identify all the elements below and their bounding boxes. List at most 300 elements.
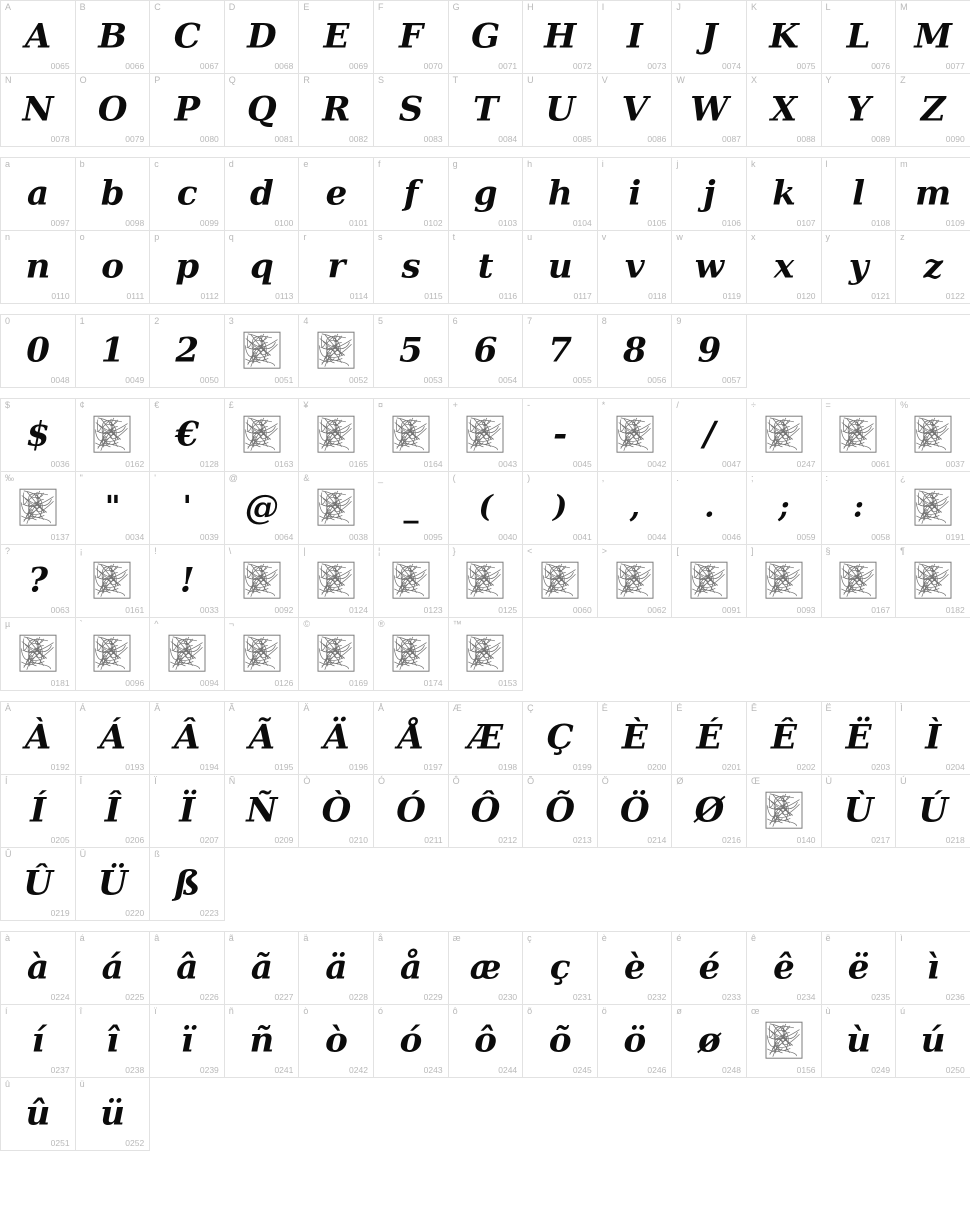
glyph-cell[interactable] xyxy=(523,472,598,545)
glyph-cell[interactable] xyxy=(76,315,151,388)
glyph-cell-empty xyxy=(747,315,822,388)
glyph-cell[interactable] xyxy=(299,1,374,74)
glyph-code-label: 0071 xyxy=(498,60,518,71)
glyph-cell[interactable] xyxy=(374,399,449,472)
glyph-cell[interactable] xyxy=(150,618,225,691)
block-separator xyxy=(0,304,970,314)
glyph-cell[interactable] xyxy=(523,545,598,618)
glyph-preview: / xyxy=(703,414,716,455)
glyph-cell[interactable] xyxy=(150,472,225,545)
glyph-cell[interactable] xyxy=(299,775,374,848)
glyph-cell[interactable] xyxy=(374,158,449,231)
glyph-preview: ö xyxy=(623,1020,646,1061)
glyph-cell[interactable] xyxy=(896,775,970,848)
glyph-cell[interactable] xyxy=(672,158,747,231)
glyph-char-label: õ xyxy=(527,1006,533,1016)
glyph-cell[interactable] xyxy=(225,74,300,147)
glyph-code-label: 0087 xyxy=(722,133,741,144)
glyph-cell[interactable] xyxy=(225,545,300,618)
glyph-cell[interactable] xyxy=(523,399,598,472)
glyph-char-label: 6 xyxy=(452,316,458,326)
glyph-code-label: 0194 xyxy=(199,761,219,772)
glyph-cell-empty xyxy=(747,848,822,921)
glyph-cell[interactable] xyxy=(225,702,300,775)
glyph-cell[interactable] xyxy=(76,775,151,848)
glyph-char-label: S xyxy=(377,75,384,85)
glyph-cell[interactable] xyxy=(299,1005,374,1078)
glyph-cell[interactable] xyxy=(822,545,897,618)
glyph-char-label: p xyxy=(154,232,160,242)
glyph-cell[interactable] xyxy=(598,932,673,1005)
scribble-notdef-icon xyxy=(316,560,356,600)
glyph-char-label: D xyxy=(228,2,236,12)
glyph-cell[interactable] xyxy=(225,315,300,388)
glyph-cell[interactable] xyxy=(747,74,822,147)
glyph-code-label: 0246 xyxy=(647,1064,667,1075)
glyph-cell[interactable] xyxy=(299,932,374,1005)
glyph-cell[interactable] xyxy=(1,158,76,231)
glyph-preview: 2 xyxy=(175,330,199,371)
glyph-code-label: 0034 xyxy=(125,531,145,542)
glyph-code-label: 0040 xyxy=(498,531,518,542)
glyph-cell[interactable] xyxy=(672,231,747,304)
glyph-code-label: 0225 xyxy=(125,991,145,1002)
glyph-cell[interactable] xyxy=(76,399,151,472)
glyph-preview: € xyxy=(175,414,199,455)
glyph-code-label: 0128 xyxy=(199,458,219,469)
scribble-notdef-icon xyxy=(242,414,282,454)
glyph-char-label: Ã xyxy=(228,703,235,713)
glyph-cell[interactable] xyxy=(225,618,300,691)
glyph-cell[interactable] xyxy=(896,702,970,775)
glyph-cell[interactable] xyxy=(374,74,449,147)
glyph-cell[interactable] xyxy=(523,1005,598,1078)
glyph-cell[interactable] xyxy=(523,775,598,848)
glyph-char-label: R xyxy=(303,75,310,85)
glyph-cell[interactable] xyxy=(76,74,151,147)
glyph-cell[interactable] xyxy=(225,399,300,472)
glyph-cell[interactable] xyxy=(672,74,747,147)
glyph-preview: M xyxy=(914,16,952,57)
glyph-cell[interactable] xyxy=(76,932,151,1005)
glyph-char-label: f xyxy=(377,159,381,169)
glyph-cell[interactable] xyxy=(76,1078,151,1151)
glyph-cell[interactable] xyxy=(1,545,76,618)
glyph-cell[interactable] xyxy=(747,1005,822,1078)
glyph-cell[interactable] xyxy=(896,1,970,74)
glyph-cell[interactable] xyxy=(747,1,822,74)
glyph-cell[interactable] xyxy=(822,1,897,74)
glyph-cell[interactable] xyxy=(1,1078,76,1151)
glyph-char-label: é xyxy=(676,933,682,943)
glyph-char-label: & xyxy=(303,473,310,483)
block-separator xyxy=(0,147,970,157)
glyph-cell[interactable] xyxy=(225,158,300,231)
glyph-code-label: 0206 xyxy=(125,834,145,845)
glyph-char-label: € xyxy=(154,400,160,410)
glyph-preview: N xyxy=(22,89,54,130)
glyph-cell[interactable] xyxy=(374,1,449,74)
glyph-cell[interactable] xyxy=(598,545,673,618)
glyph-cell[interactable] xyxy=(225,472,300,545)
glyph-code-label: 0048 xyxy=(50,374,70,385)
glyph-preview: o xyxy=(101,246,124,287)
glyph-code-label: 0100 xyxy=(274,217,294,228)
glyph-cell[interactable] xyxy=(598,1005,673,1078)
glyph-cell[interactable] xyxy=(822,158,897,231)
glyph-cell[interactable] xyxy=(523,231,598,304)
glyph-preview: Ê xyxy=(771,717,797,758)
glyph-cell[interactable] xyxy=(150,1,225,74)
glyph-cell[interactable] xyxy=(822,74,897,147)
glyph-cell[interactable] xyxy=(1,848,76,921)
glyph-cell[interactable] xyxy=(896,1005,970,1078)
glyph-cell[interactable] xyxy=(299,231,374,304)
glyph-cell[interactable] xyxy=(896,158,970,231)
glyph-cell[interactable] xyxy=(299,472,374,545)
glyph-cell[interactable] xyxy=(1,702,76,775)
glyph-cell[interactable] xyxy=(822,231,897,304)
glyph-code-label: 0200 xyxy=(647,761,667,772)
glyph-preview: Ò xyxy=(321,790,351,831)
glyph-cell[interactable] xyxy=(150,1005,225,1078)
glyph-char-label: ó xyxy=(377,1006,383,1016)
scribble-notdef-icon xyxy=(391,414,431,454)
scribble-notdef-icon xyxy=(242,560,282,600)
glyph-cell[interactable] xyxy=(76,545,151,618)
glyph-preview: V xyxy=(621,89,648,130)
glyph-cell[interactable] xyxy=(449,231,524,304)
glyph-cell[interactable] xyxy=(374,472,449,545)
glyph-preview: E xyxy=(323,16,349,57)
glyph-code-label: 0230 xyxy=(498,991,518,1002)
glyph-cell[interactable] xyxy=(747,158,822,231)
glyph-code-label: 0104 xyxy=(572,217,592,228)
glyph-char-label: ÷ xyxy=(750,400,756,410)
glyph-cell[interactable] xyxy=(150,315,225,388)
scribble-notdef-icon xyxy=(764,790,804,830)
glyph-cell[interactable] xyxy=(1,74,76,147)
glyph-code-label: 0095 xyxy=(423,531,443,542)
glyph-cell[interactable] xyxy=(672,315,747,388)
glyph-cell[interactable] xyxy=(1,775,76,848)
glyph-cell[interactable] xyxy=(225,775,300,848)
glyph-char-label: à xyxy=(5,933,11,943)
glyph-code-label: 0037 xyxy=(945,458,965,469)
glyph-block-lowercase-latin xyxy=(0,157,970,304)
glyph-preview: 0 xyxy=(26,330,50,371)
glyph-cell[interactable] xyxy=(374,315,449,388)
glyph-cell[interactable] xyxy=(896,231,970,304)
glyph-cell[interactable] xyxy=(449,74,524,147)
glyph-preview: " xyxy=(104,489,120,525)
glyph-cell[interactable] xyxy=(374,932,449,1005)
glyph-cell[interactable] xyxy=(150,399,225,472)
glyph-preview: l xyxy=(852,173,865,214)
glyph-cell[interactable] xyxy=(523,315,598,388)
glyph-cell[interactable] xyxy=(449,775,524,848)
glyph-cell-empty xyxy=(598,1078,673,1151)
glyph-cell[interactable] xyxy=(150,231,225,304)
glyph-cell[interactable] xyxy=(598,315,673,388)
glyph-code-label: 0078 xyxy=(50,133,70,144)
glyph-cell-empty xyxy=(225,848,300,921)
glyph-code-label: 0054 xyxy=(498,374,518,385)
glyph-code-label: 0228 xyxy=(349,991,368,1002)
glyph-code-label: 0050 xyxy=(199,374,219,385)
glyph-cell[interactable] xyxy=(299,158,374,231)
glyph-preview: È xyxy=(621,717,648,758)
glyph-char-label: ; xyxy=(750,473,754,483)
glyph-cell[interactable] xyxy=(598,231,673,304)
glyph-cell[interactable] xyxy=(150,158,225,231)
glyph-cell[interactable] xyxy=(299,618,374,691)
glyph-code-label: 0102 xyxy=(423,217,443,228)
glyph-code-label: 0242 xyxy=(349,1064,368,1075)
glyph-code-label: 0213 xyxy=(572,834,592,845)
glyph-cell[interactable] xyxy=(374,702,449,775)
glyph-cell[interactable] xyxy=(747,399,822,472)
glyph-cell[interactable] xyxy=(449,545,524,618)
glyph-preview: ó xyxy=(399,1020,422,1061)
glyph-cell[interactable] xyxy=(1,618,76,691)
glyph-cell[interactable] xyxy=(1,231,76,304)
glyph-cell[interactable] xyxy=(299,315,374,388)
glyph-cell[interactable] xyxy=(598,775,673,848)
glyph-preview: î xyxy=(106,1020,119,1061)
glyph-block-punctuation-symbols xyxy=(0,398,970,691)
glyph-cell[interactable] xyxy=(523,74,598,147)
glyph-cell[interactable] xyxy=(1,932,76,1005)
glyph-code-label: 0245 xyxy=(572,1064,592,1075)
glyph-cell[interactable] xyxy=(747,231,822,304)
glyph-block-lowercase-accented xyxy=(0,931,970,1151)
glyph-cell[interactable] xyxy=(225,932,300,1005)
glyph-cell[interactable] xyxy=(822,399,897,472)
glyph-cell[interactable] xyxy=(150,702,225,775)
glyph-cell[interactable] xyxy=(150,74,225,147)
glyph-cell[interactable] xyxy=(374,1005,449,1078)
glyph-preview: à xyxy=(27,947,49,988)
glyph-preview: m xyxy=(915,173,951,214)
glyph-cell[interactable] xyxy=(76,231,151,304)
glyph-char-label: Z xyxy=(900,75,906,85)
glyph-cell[interactable] xyxy=(598,74,673,147)
glyph-preview: ä xyxy=(325,947,347,988)
glyph-cell[interactable] xyxy=(374,618,449,691)
glyph-cell[interactable] xyxy=(598,399,673,472)
glyph-cell[interactable] xyxy=(374,545,449,618)
glyph-block-uppercase-accented xyxy=(0,701,970,921)
glyph-cell[interactable] xyxy=(822,775,897,848)
glyph-cell-empty xyxy=(523,848,598,921)
glyph-cell[interactable] xyxy=(523,1,598,74)
scribble-notdef-icon xyxy=(391,633,431,673)
glyph-preview: L xyxy=(846,16,871,57)
glyph-char-label: B xyxy=(79,2,86,12)
glyph-char-label: Ñ xyxy=(228,776,236,786)
glyph-cell[interactable] xyxy=(76,702,151,775)
glyph-cell[interactable] xyxy=(672,472,747,545)
glyph-preview: . xyxy=(704,489,715,525)
glyph-preview: $ xyxy=(26,414,50,455)
glyph-code-label: 0045 xyxy=(572,458,592,469)
glyph-cell[interactable] xyxy=(598,472,673,545)
glyph-cell[interactable] xyxy=(822,932,897,1005)
glyph-cell[interactable] xyxy=(76,618,151,691)
glyph-cell[interactable] xyxy=(299,702,374,775)
glyph-char-label: t xyxy=(452,232,456,242)
glyph-cell-empty xyxy=(374,1078,449,1151)
glyph-cell[interactable] xyxy=(449,702,524,775)
glyph-cell[interactable] xyxy=(523,702,598,775)
glyph-char-label: V xyxy=(601,75,608,85)
glyph-code-label: 0043 xyxy=(498,458,518,469)
glyph-cell[interactable] xyxy=(1,399,76,472)
glyph-cell[interactable] xyxy=(747,702,822,775)
glyph-cell[interactable] xyxy=(150,775,225,848)
glyph-char-label: A xyxy=(5,2,12,12)
glyph-cell[interactable] xyxy=(449,1,524,74)
glyph-cell[interactable] xyxy=(374,775,449,848)
glyph-char-label: 4 xyxy=(303,316,309,326)
glyph-cell[interactable] xyxy=(896,545,970,618)
glyph-code-label: 0107 xyxy=(796,217,816,228)
glyph-char-label: Ú xyxy=(900,776,907,786)
glyph-char-label: Æ xyxy=(452,703,462,713)
glyph-cell[interactable] xyxy=(449,399,524,472)
glyph-cell[interactable] xyxy=(225,1005,300,1078)
glyph-cell[interactable] xyxy=(896,74,970,147)
glyph-cell[interactable] xyxy=(896,472,970,545)
glyph-cell[interactable] xyxy=(672,1,747,74)
glyph-code-label: 0205 xyxy=(50,834,70,845)
glyph-char-label: _ xyxy=(377,473,383,483)
glyph-cell[interactable] xyxy=(523,932,598,1005)
glyph-cell[interactable] xyxy=(822,702,897,775)
glyph-cell[interactable] xyxy=(76,158,151,231)
glyph-code-label: 0057 xyxy=(722,374,741,385)
glyph-preview: n xyxy=(25,246,50,287)
glyph-cell[interactable] xyxy=(374,231,449,304)
glyph-cell[interactable] xyxy=(672,932,747,1005)
glyph-preview: S xyxy=(398,89,423,130)
glyph-cell[interactable] xyxy=(523,158,598,231)
glyph-char-label: + xyxy=(452,400,458,410)
glyph-code-label: 0237 xyxy=(50,1064,70,1075)
glyph-cell[interactable] xyxy=(1,1,76,74)
glyph-char-label: ö xyxy=(601,1006,607,1016)
glyph-cell-empty xyxy=(299,848,374,921)
glyph-cell[interactable] xyxy=(672,775,747,848)
glyph-char-label: P xyxy=(154,75,161,85)
glyph-char-label: Ö xyxy=(601,776,609,786)
glyph-char-label: Å xyxy=(377,703,384,713)
glyph-cell[interactable] xyxy=(672,1005,747,1078)
glyph-code-label: 0038 xyxy=(349,531,368,542)
glyph-cell[interactable] xyxy=(896,932,970,1005)
glyph-code-label: 0220 xyxy=(125,907,145,918)
glyph-cell[interactable] xyxy=(76,472,151,545)
glyph-cell[interactable] xyxy=(598,158,673,231)
glyph-cell[interactable] xyxy=(449,932,524,1005)
glyph-cell[interactable] xyxy=(449,158,524,231)
glyph-code-label: 0120 xyxy=(796,290,816,301)
glyph-preview: â xyxy=(176,947,198,988)
glyph-code-label: 0224 xyxy=(50,991,70,1002)
glyph-cell[interactable] xyxy=(1,472,76,545)
glyph-cell[interactable] xyxy=(150,545,225,618)
glyph-cell[interactable] xyxy=(747,545,822,618)
glyph-preview: q xyxy=(249,246,274,287)
glyph-cell[interactable] xyxy=(672,702,747,775)
glyph-cell[interactable] xyxy=(76,848,151,921)
glyph-code-label: 0162 xyxy=(125,458,145,469)
glyph-char-label: ñ xyxy=(228,1006,234,1016)
glyph-code-label: 0209 xyxy=(274,834,294,845)
glyph-cell[interactable] xyxy=(449,315,524,388)
scribble-notdef-icon xyxy=(465,633,505,673)
glyph-cell[interactable] xyxy=(598,702,673,775)
glyph-code-label: 0085 xyxy=(572,133,592,144)
glyph-preview: B xyxy=(98,16,127,57)
glyph-cell[interactable] xyxy=(76,1005,151,1078)
glyph-cell[interactable] xyxy=(299,545,374,618)
glyph-preview: 7 xyxy=(548,330,572,371)
glyph-cell[interactable] xyxy=(747,932,822,1005)
glyph-preview: A xyxy=(24,16,51,57)
glyph-char-label: n xyxy=(5,232,11,242)
glyph-cell[interactable] xyxy=(449,472,524,545)
glyph-cell[interactable] xyxy=(225,231,300,304)
glyph-char-label: K xyxy=(750,2,757,12)
glyph-cell[interactable] xyxy=(822,472,897,545)
glyph-cell[interactable] xyxy=(747,472,822,545)
glyph-cell[interactable] xyxy=(225,1,300,74)
glyph-cell[interactable] xyxy=(299,74,374,147)
glyph-preview: 6 xyxy=(473,330,497,371)
glyph-cell[interactable] xyxy=(449,1005,524,1078)
glyph-code-label: 0250 xyxy=(945,1064,965,1075)
glyph-cell[interactable] xyxy=(150,932,225,1005)
glyph-cell[interactable] xyxy=(150,848,225,921)
glyph-cell[interactable] xyxy=(449,618,524,691)
glyph-char-label: ê xyxy=(750,933,756,943)
glyph-char-label: ã xyxy=(228,933,234,943)
glyph-cell[interactable] xyxy=(1,315,76,388)
glyph-cell[interactable] xyxy=(598,1,673,74)
glyph-cell[interactable] xyxy=(822,1005,897,1078)
glyph-preview: 5 xyxy=(399,330,423,371)
glyph-char-label: Ü xyxy=(79,849,87,859)
glyph-cell[interactable] xyxy=(299,399,374,472)
glyph-cell[interactable] xyxy=(1,1005,76,1078)
glyph-cell[interactable] xyxy=(76,1,151,74)
glyph-cell-empty xyxy=(747,1078,822,1151)
glyph-char-label: x xyxy=(750,232,756,242)
scribble-notdef-icon xyxy=(18,633,58,673)
glyph-cell[interactable] xyxy=(672,545,747,618)
glyph-cell[interactable] xyxy=(672,399,747,472)
glyph-preview: Á xyxy=(99,717,126,758)
glyph-char-label: U xyxy=(527,75,534,85)
glyph-char-label: ò xyxy=(303,1006,309,1016)
glyph-code-label: 0060 xyxy=(572,604,592,615)
glyph-cell[interactable] xyxy=(747,775,822,848)
glyph-cell[interactable] xyxy=(896,399,970,472)
glyph-char-label: O xyxy=(79,75,87,85)
glyph-code-label: 0069 xyxy=(349,60,368,71)
